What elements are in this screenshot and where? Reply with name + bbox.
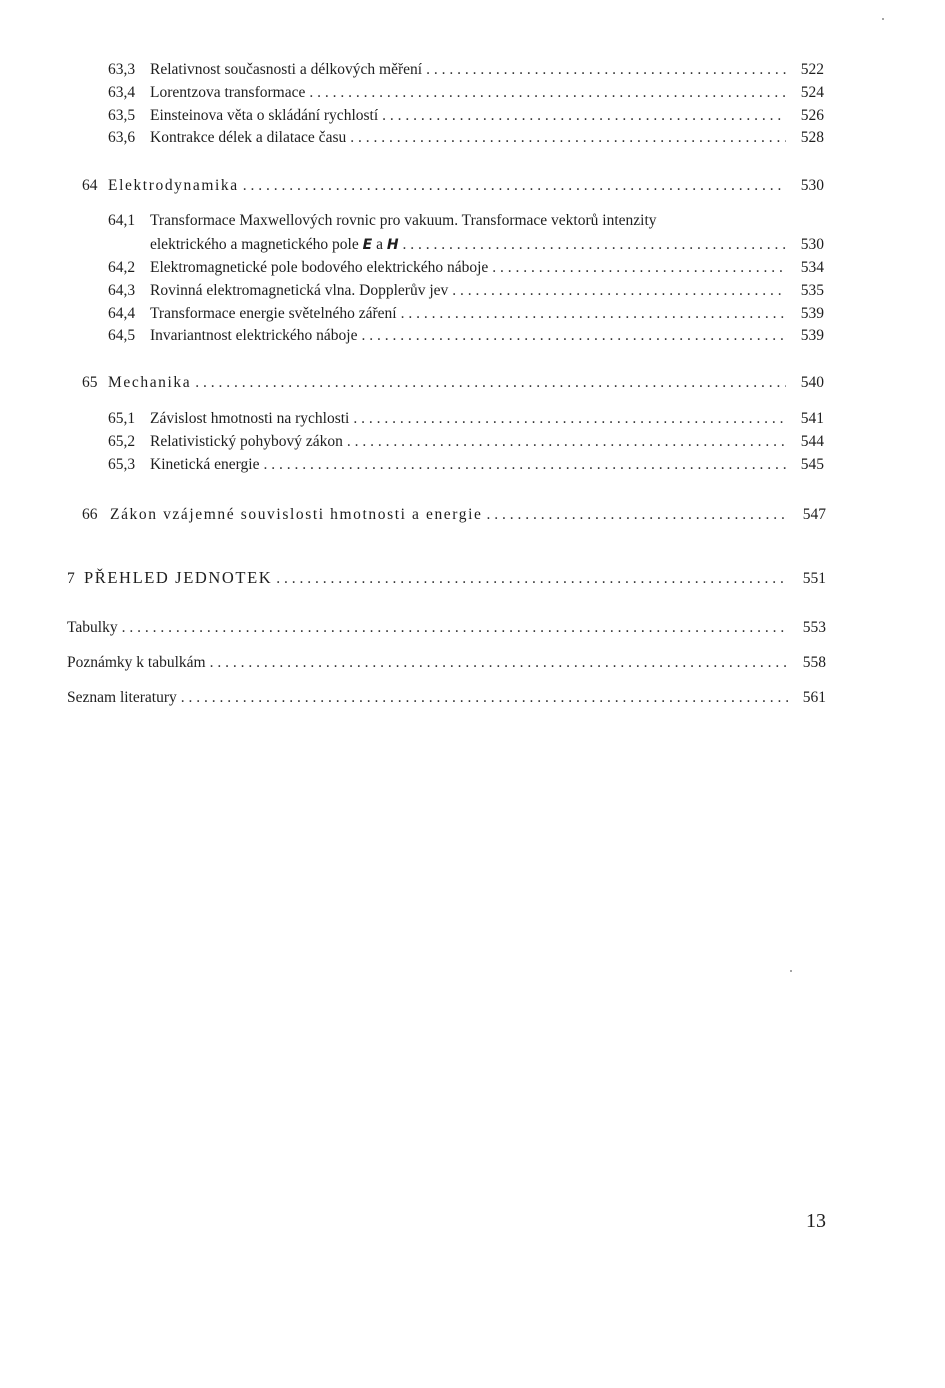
dot-leader	[309, 83, 786, 103]
vector-h: H	[386, 237, 399, 253]
section-number: 66	[82, 506, 98, 523]
dot-leader	[492, 258, 786, 278]
section-page: 547	[802, 506, 826, 523]
toc-entry	[108, 83, 824, 103]
entry-page: 524	[800, 84, 824, 101]
dot-leader	[181, 688, 788, 708]
vector-e: E	[362, 237, 373, 253]
dot-leader	[426, 60, 786, 80]
entry-number: 63,6	[108, 129, 136, 146]
toc-entry-line2	[150, 235, 824, 255]
chapter-number: 7	[67, 570, 75, 587]
entry-page: 539	[800, 327, 824, 344]
entry-title: Kontrakce délek a dilatace času	[150, 129, 347, 146]
back-entry-page: 561	[802, 689, 826, 706]
toc-entry	[108, 258, 824, 278]
entry-number: 65,3	[108, 456, 136, 473]
dot-leader	[243, 176, 786, 196]
entry-title: Kinetická energie	[150, 456, 260, 473]
entry-page: 545	[800, 456, 824, 473]
entry-page: 544	[800, 433, 824, 450]
entry-page: 528	[800, 129, 824, 146]
conjunction: a	[372, 236, 387, 253]
entry-page: 541	[800, 410, 824, 427]
toc-entry	[108, 409, 824, 429]
toc-entry	[108, 128, 824, 148]
entry-title: Rovinná elektromagnetická vlna. Dopplerův jev	[150, 282, 449, 299]
entry-number: 63,5	[108, 107, 136, 124]
entry-page: 539	[800, 305, 824, 322]
toc-entry	[108, 281, 824, 301]
entry-title: Einsteinova věta o skládání rychlostí	[150, 107, 379, 124]
dot-leader	[276, 569, 788, 589]
section-page: 540	[800, 374, 824, 391]
toc-section	[82, 373, 824, 393]
entry-title: Invariantnost elektrického náboje	[150, 327, 358, 344]
section-title: Zákon vzájemné souvislosti hmotnosti a energie	[110, 506, 483, 523]
page-number: 13	[806, 1210, 826, 1232]
back-entry-title: Seznam literatury	[67, 689, 177, 706]
dot-leader	[487, 505, 789, 525]
entry-page: 526	[800, 107, 824, 124]
scan-speck	[790, 970, 792, 972]
dot-leader	[195, 373, 786, 393]
entry-title: Lorentzova transformace	[150, 84, 306, 101]
dot-leader	[353, 409, 786, 429]
dot-leader	[382, 106, 786, 126]
toc-entry	[108, 304, 824, 324]
entry-title-line2	[150, 235, 399, 255]
section-number: 65	[82, 374, 98, 391]
toc-entry	[108, 326, 824, 346]
entry-page: 530	[800, 236, 824, 253]
entry-title: Elektromagnetické pole bodového elektrického náboje	[150, 259, 489, 276]
back-entry-title: Tabulky	[67, 619, 118, 636]
chapter-page: 551	[802, 570, 826, 587]
entry-title: Závislost hmotnosti na rychlosti	[150, 410, 350, 427]
chapter-title: PŘEHLED JEDNOTEK	[84, 568, 273, 587]
dot-leader	[452, 281, 786, 301]
toc-chapter	[67, 568, 826, 589]
entry-page: 535	[800, 282, 824, 299]
section-title: Elektrodynamika	[108, 177, 239, 194]
toc-back-entry	[67, 618, 826, 638]
entry-number: 64,5	[108, 327, 136, 344]
entry-title: Transformace energie světelného záření	[150, 305, 397, 322]
entry-number: 64,3	[108, 282, 136, 299]
section-number: 64	[82, 177, 98, 194]
toc-entry	[108, 60, 824, 80]
toc-entry-line1	[108, 211, 657, 231]
toc-back-entry	[67, 688, 826, 708]
dot-leader	[350, 128, 786, 148]
back-entry-page: 558	[802, 654, 826, 671]
entry-title-prefix: elektrického a magnetického pole	[150, 236, 363, 253]
entry-number: 63,3	[108, 61, 136, 78]
entry-number: 64,4	[108, 305, 136, 322]
section-title: Mechanika	[108, 374, 192, 391]
scan-speck	[882, 18, 884, 20]
entry-number: 63,4	[108, 84, 136, 101]
entry-page: 522	[800, 61, 824, 78]
dot-leader	[210, 653, 788, 673]
back-entry-page: 553	[802, 619, 826, 636]
toc-section	[82, 505, 826, 525]
dot-leader	[263, 455, 786, 475]
toc-entry	[108, 432, 824, 452]
dot-leader	[403, 235, 786, 255]
dot-leader	[401, 304, 786, 324]
toc-section	[82, 176, 824, 196]
toc-back-entry	[67, 653, 826, 673]
toc-entry	[108, 455, 824, 475]
entry-title: Relativistický pohybový zákon	[150, 433, 343, 450]
entry-number: 64,2	[108, 259, 136, 276]
entry-number: 64,1	[108, 212, 136, 229]
entry-page: 534	[800, 259, 824, 276]
back-entry-title: Poznámky k tabulkám	[67, 654, 206, 671]
dot-leader	[347, 432, 786, 452]
toc-entry	[108, 106, 824, 126]
section-page: 530	[800, 177, 824, 194]
dot-leader	[361, 326, 786, 346]
entry-number: 65,1	[108, 410, 136, 427]
dot-leader	[122, 618, 788, 638]
entry-number: 65,2	[108, 433, 136, 450]
entry-title-line1: Transformace Maxwellových rovnic pro vakuum. Transformace vektorů intenzity	[150, 212, 657, 229]
entry-title: Relativnost současnosti a délkových měření	[150, 61, 423, 78]
